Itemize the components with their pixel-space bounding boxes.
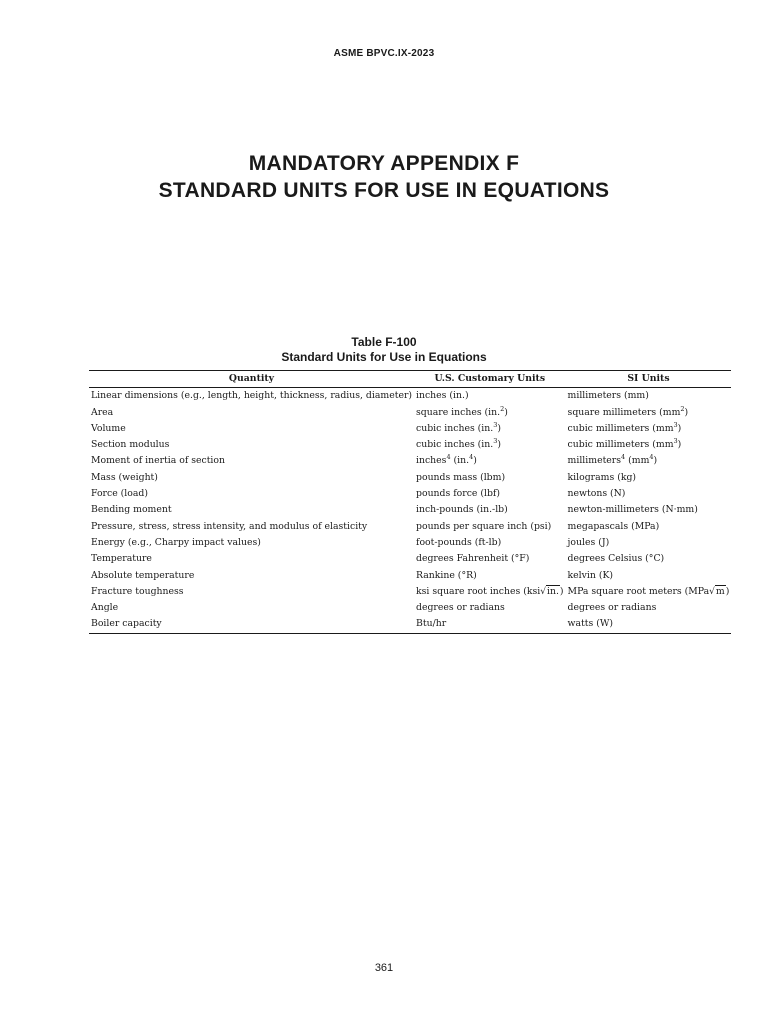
table-row [89,437,731,453]
appendix-title-line1: MANDATORY APPENDIX F [248,152,520,175]
cell-si-units: megapascals (MPa) [567,520,660,532]
table-row [89,470,731,486]
cell-us-units: pounds per square inch (psi) [416,520,552,532]
cell-si-units: degrees or radians [567,602,657,614]
column-header-us-units: U.S. Customary Units [414,371,566,388]
column-header-quantity: Quantity [89,371,414,388]
cell-quantity: Volume [91,422,126,434]
appendix-title [0,150,768,204]
cell-quantity: Bending moment [91,504,172,516]
table-caption [0,335,768,365]
cell-us-units: ksi square root inches (ksi√in.) [416,585,564,597]
cell-us-units: degrees or radians [416,602,505,614]
table-row [89,519,731,535]
cell-quantity: Area [91,406,114,418]
units-table [89,370,731,634]
cell-si-units: cubic millimeters $(mm^3)$ [567,437,682,451]
appendix-title-line2: STANDARD UNITS FOR USE IN EQUATIONS [158,179,610,202]
table-row [89,616,731,633]
table-number: Table F-100 [351,335,417,349]
table-row [89,421,731,437]
page-number: 361 [374,962,394,974]
cell-quantity: Linear dimensions (e.g., length, height, thickness, radius, diameter) [91,390,413,402]
square-root-icon: √ [540,586,546,597]
cell-si-units: millimeters (mm) [567,390,649,402]
cell-si-units: millimeters$^4$ $(mm^4)$ [567,453,658,467]
table-row [89,535,731,551]
cell-quantity: Temperature [91,553,152,565]
table-row [89,502,731,518]
cell-si-units: square millimeters $(mm^2)$ [567,404,689,418]
cell-quantity: Absolute temperature [91,569,195,581]
cell-si-units: newtons (N) [567,488,626,500]
cell-us-units: inches$^4$ (in.$^4$) [416,453,477,467]
cell-si-units: kelvin (K) [567,569,614,581]
table-row [89,453,731,469]
cell-us-units: pounds mass (lbm) [416,471,506,483]
cell-us-units: inch-pounds (in.-lb) [416,504,508,516]
table-row [89,405,731,421]
cell-us-units: foot-pounds (ft-lb) [416,536,502,548]
cell-us-units: cubic inches (in.$^3$) [416,437,502,451]
cell-quantity: Section modulus [91,439,170,451]
table-row [89,388,731,405]
cell-us-units: pounds force (lbf) [416,488,500,500]
cell-si-units: kilograms (kg) [567,471,637,483]
cell-si-units: cubic millimeters $(mm^3)$ [567,420,682,434]
table-row [89,600,731,616]
cell-us-units: Rankine (°R) [416,569,477,581]
cell-si-units: MPa square root meters (MPa√m) [567,585,730,597]
cell-quantity: Angle [91,602,119,614]
cell-quantity: Moment of inertia of section [91,455,225,467]
table-row [89,551,731,567]
table-row [89,584,731,600]
cell-us-units: Btu/hr [414,616,566,633]
cell-quantity: Mass (weight) [91,471,158,483]
cell-quantity: Pressure, stress, stress intensity, and modulus of elasticity [91,520,368,532]
cell-si-units: degrees Celsius (°C) [567,553,665,565]
cell-quantity: Force (load) [91,488,148,500]
cell-si-units: watts (W) [566,616,732,633]
running-header: ASME BPVC.IX-2023 [333,48,435,59]
cell-quantity: Energy (e.g., Charpy impact values) [91,536,261,548]
table-row [89,568,731,584]
cell-us-units: inches (in.) [416,390,469,402]
cell-quantity: Fracture toughness [91,585,184,597]
cell-si-units: joules (J) [567,536,610,548]
column-header-si-units: SI Units [566,371,732,388]
table-title: Standard Units for Use in Equations [281,350,487,364]
cell-si-units: newton-millimeters (N·mm) [567,504,698,516]
table-row [89,486,731,502]
square-root-icon: √ [709,586,715,597]
cell-us-units: cubic inches (in.$^3$) [416,420,502,434]
cell-us-units: degrees Fahrenheit (°F) [416,553,530,565]
cell-us-units: square inches (in.$^2$) [416,404,508,418]
table-header-row [89,371,731,388]
cell-quantity: Boiler capacity [89,616,414,633]
